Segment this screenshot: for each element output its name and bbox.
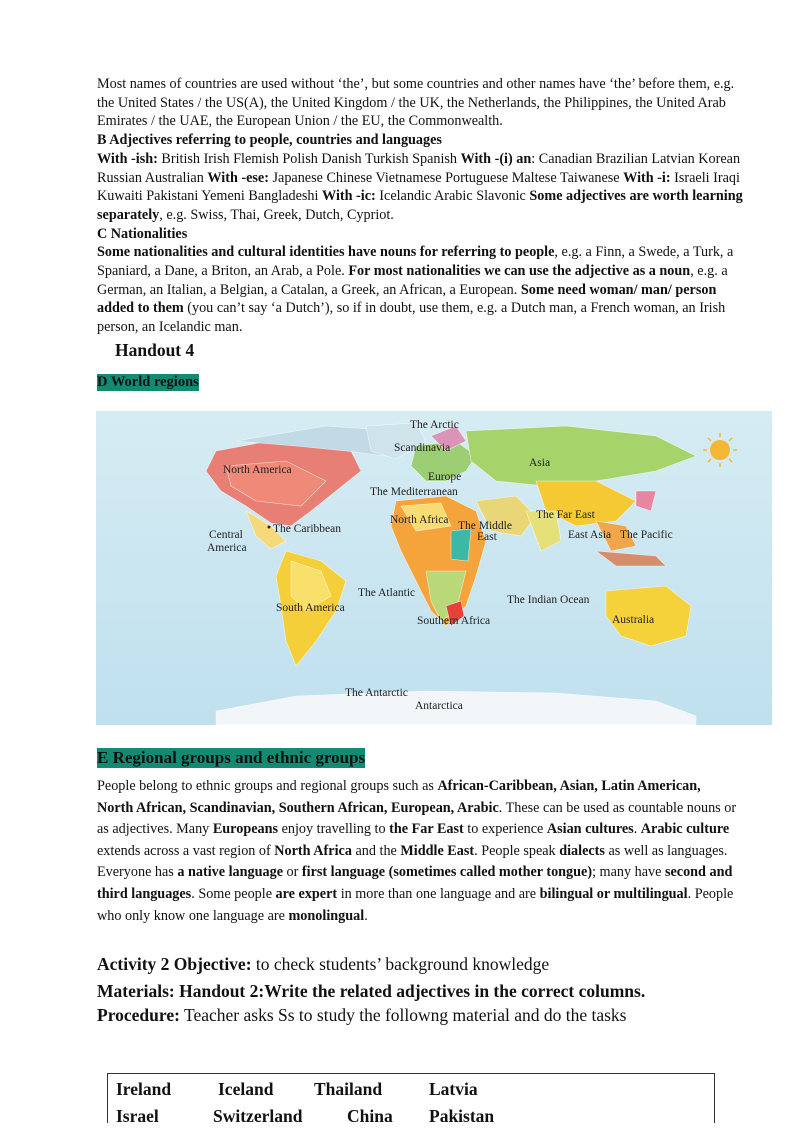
section-b-paragraph: With -ish: British Irish Flemish Polish Danish Turkish Spanish With -(i) an: Canadian Brazilian Latvian Korean Russian Australian With -ese: Japanese Chinese Vietnamese Portuguese Maltese Taiwanese With -i: Israeli Iraqi Kuwaiti Pakistani Yemeni Bangladeshi With -ic: Icelandic Arabic Slavonic Some adjectives are worth learning separately, e.g. Swiss, Thai, Greek, Dutch, Cypriot.	[97, 150, 743, 223]
table-cell: Iceland	[218, 1079, 274, 1099]
map-label-scandinavia: Scandinavia	[394, 442, 451, 454]
map-label-central-america: Central	[209, 529, 243, 541]
activity-block	[97, 952, 757, 1027]
intro-paragraph: Most names of countries are used without ‘the’, but some countries and other names have ‘the’ before them, e.g. the United States / the US(A), the United Kingdom / the UK, the Netherlands, the Philippines, the United Arab Emirates / the UAE, the European Union / the EU, the Commonwealth.	[97, 76, 735, 130]
section-e-paragraph: People belong to ethnic groups and regional groups such as African-Caribbean, Asian, Latin American, North African, Scandinavian, Southern African, European, Arabic. These can be used as countable nouns or as adjectives. Many Europeans enjoy travelling to the Far East to experience Asian cultures. Arabic culture extends across a vast region of North Africa and the Middle East. People speak dialects as well as languages. Everyone has a native language or first language (sometimes called mother tongue); many have second and third languages. Some people are expert in more than one language and are bilingual or multilingual. People who only know one language are monolingual.	[97, 778, 737, 924]
section-c-heading: C Nationalities	[97, 225, 188, 242]
map-label-central-america-2: America	[207, 542, 247, 554]
activity-procedure: Procedure: Teacher asks Ss to study the followng material and do the tasks	[97, 1005, 627, 1025]
map-label-caribbean: The Caribbean	[273, 523, 342, 535]
map-label-far-east: The Far East	[536, 509, 595, 521]
world-map	[96, 411, 772, 725]
section-b-heading: B Adjectives referring to people, countries and languages	[97, 132, 442, 149]
section-e-heading: E Regional groups and ethnic groups	[97, 748, 366, 767]
table-cell: Thailand	[314, 1079, 383, 1099]
map-label-asia: Asia	[529, 457, 551, 469]
countries-table	[107, 1073, 715, 1126]
map-label-north-america: North America	[223, 464, 292, 476]
map-label-indian-ocean: The Indian Ocean	[507, 594, 590, 606]
text-block-top	[97, 75, 747, 391]
table-cell: Israel	[116, 1106, 159, 1126]
section-d-heading: D World regions	[97, 373, 199, 390]
table-cell: Switzerland	[213, 1106, 303, 1126]
table-cell: China	[347, 1106, 393, 1126]
map-label-pacific: The Pacific	[620, 529, 673, 541]
map-label-antarctic: The Antarctic	[345, 687, 408, 699]
map-label-europe: Europe	[428, 471, 462, 483]
map-label-south-america: South America	[276, 602, 345, 614]
section-c-paragraph: Some nationalities and cultural identities have nouns for referring to people, e.g. a Finn, a Swede, a Turk, a Spaniard, a Dane, a Briton, an Arab, a Pole. For most nationalities we can use the adjective as a noun, e.g. a German, an Italian, a Belgian, a Catalan, a Greek, an African, a European. Some need woman/ man/ person added to them (you can’t say ‘a Dutch’), so if in doubt, use them, e.g. a Dutch man, a French woman, an Irish person, an Icelandic man.	[97, 244, 734, 336]
table-cell: Latvia	[429, 1079, 478, 1099]
section-e-body	[97, 776, 737, 927]
table-cell: Ireland	[116, 1079, 172, 1099]
map-label-north-africa: North Africa	[390, 514, 449, 526]
map-label-antarctica: Antarctica	[415, 700, 463, 712]
map-label-arctic: The Arctic	[410, 419, 459, 431]
map-label-middle-east-2: East	[477, 531, 497, 543]
map-label-middle-east: The Middle	[458, 520, 512, 532]
table-cell: Pakistan	[429, 1106, 495, 1126]
activity-materials: Materials: Handout 2:Write the related adjectives in the correct columns.	[97, 981, 646, 1001]
activity-objective: Activity 2 Objective: to check students’ background knowledge	[97, 954, 550, 974]
map-label-australia: Australia	[612, 614, 655, 626]
map-label-east-asia: East Asia	[568, 529, 612, 541]
handout-title: Handout 4	[115, 339, 195, 360]
map-label-mediterranean: The Mediterranean	[370, 486, 458, 498]
map-label-atlantic: The Atlantic	[358, 587, 416, 599]
map-label-southern-africa: Southern Africa	[417, 615, 491, 627]
